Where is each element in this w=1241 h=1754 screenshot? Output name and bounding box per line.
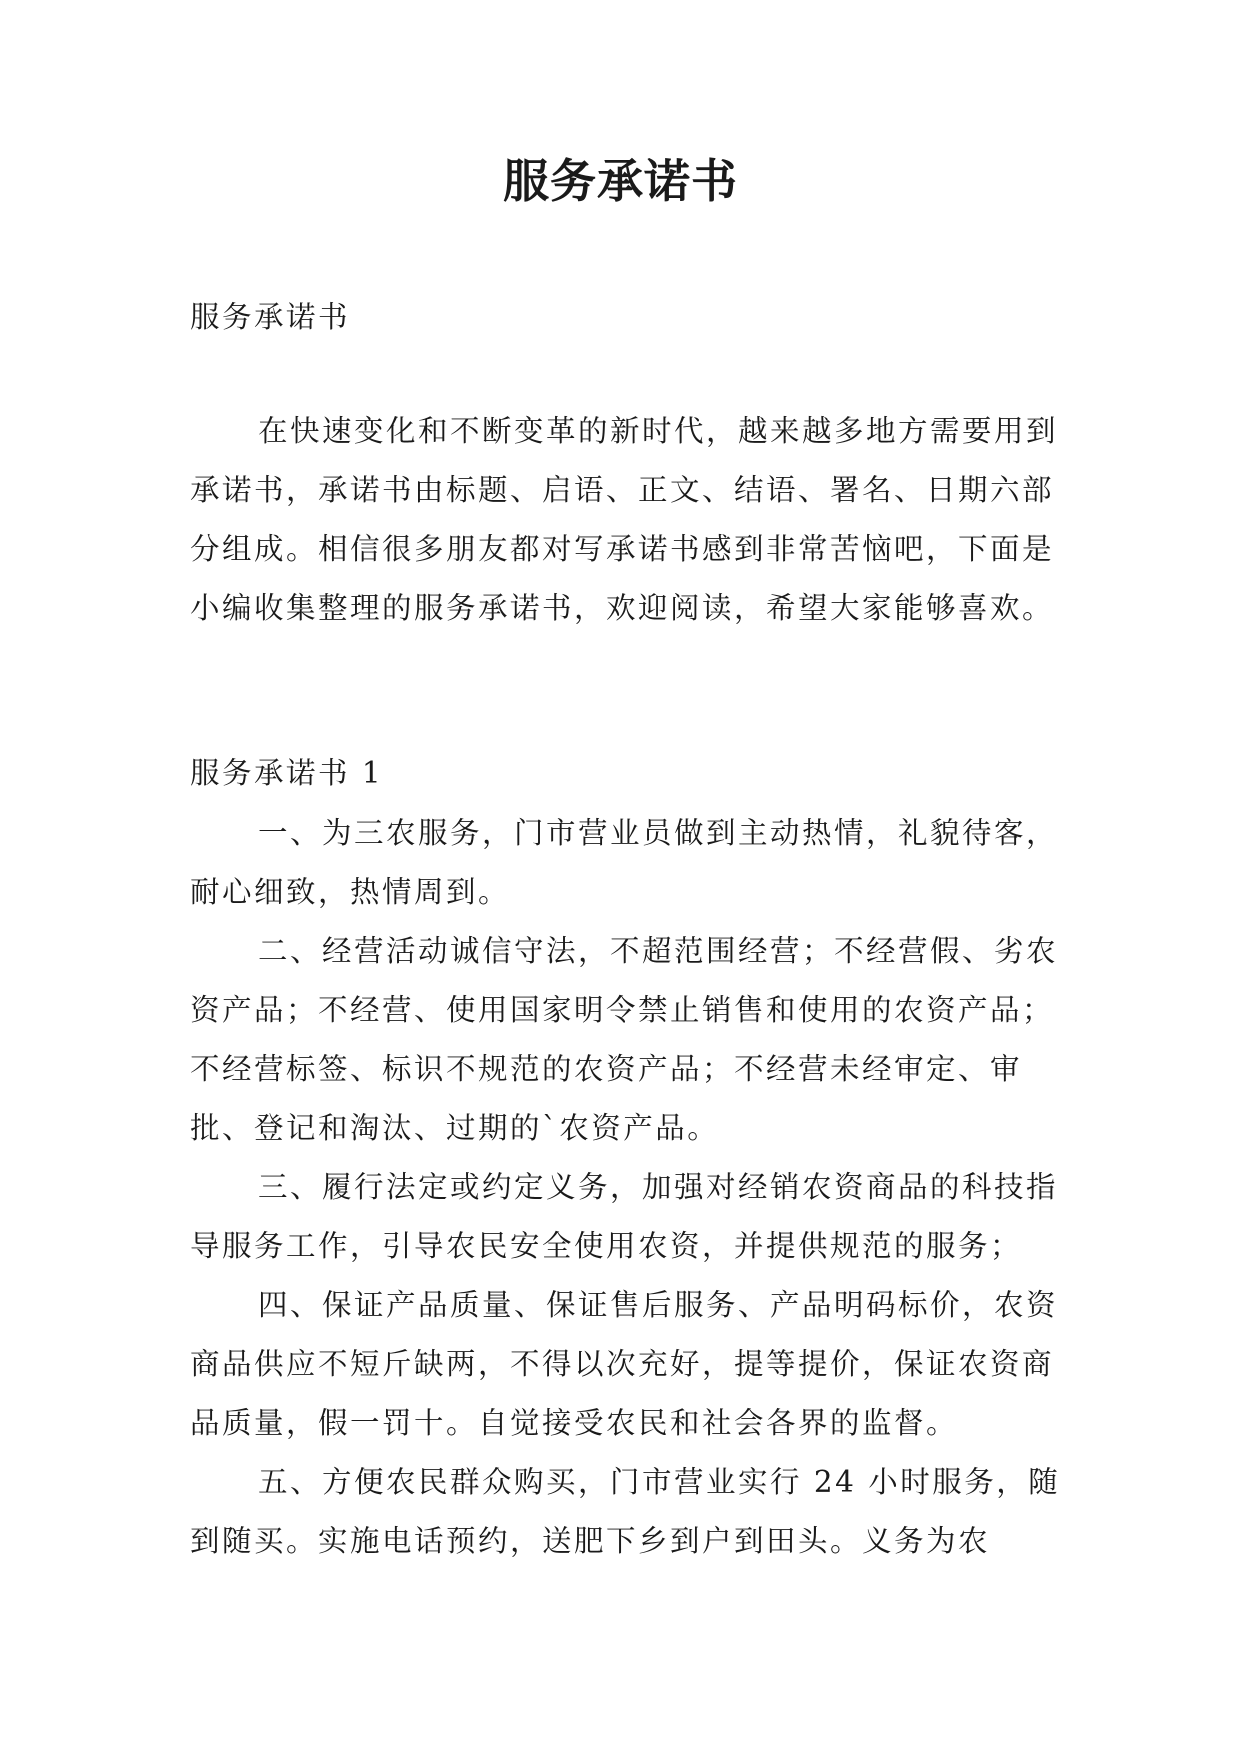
commitment-item: 三、履行法定或约定义务，加强对经销农资商品的科技指导服务工作，引导农民安全使用农资，并提供规范的服务； — [190, 1170, 1059, 1263]
document-subheading: 服务承诺书 — [190, 300, 351, 334]
section-heading: 服务承诺书 1 — [190, 756, 384, 790]
commitment-list — [190, 804, 1070, 1571]
commitment-item: 四、保证产品质量、保证售后服务、产品明码标价，农资商品供应不短斤缺两，不得以次充好，提等提价，保证农资商品质量，假一罚十。自觉接受农民和社会各界的监督。 — [190, 1288, 1059, 1440]
commitment-item: 二、经营活动诚信守法，不超范围经营；不经营假、劣农资产品；不经营、使用国家明令禁止销售和使用的农资产品；不经营标签、标识不规范的农资产品；不经营未经审定、审批、登记和淘汰、过期的`农资产品。 — [190, 934, 1059, 1145]
intro-paragraph: 在快速变化和不断变革的新时代，越来越多地方需要用到承诺书，承诺书由标题、启语、正文、结语、署名、日期六部分组成。相信很多朋友都对写承诺书感到非常苦恼吧，下面是小编收集整理的服务承诺书，欢迎阅读，希望大家能够喜欢。 — [190, 414, 1059, 625]
document-title: 服务承诺书 — [503, 154, 738, 208]
commitment-item: 五、方便农民群众购买，门市营业实行 24 小时服务，随到随买。实施电话预约，送肥下乡到户到田头。义务为农 — [190, 1465, 1061, 1558]
commitment-item: 一、为三农服务，门市营业员做到主动热情，礼貌待客，耐心细致，热情周到。 — [190, 816, 1059, 909]
